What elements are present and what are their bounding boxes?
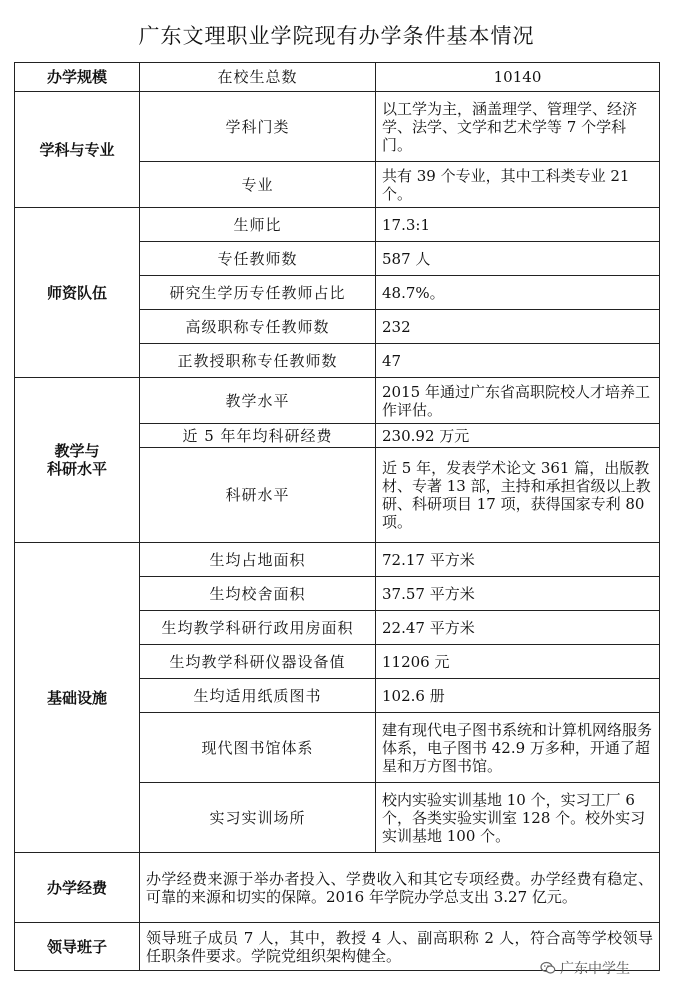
value-cell: 37.57 平方米 <box>376 577 660 611</box>
category-line-1: 教学与 <box>54 442 100 460</box>
category-cell: 基础设施 <box>15 543 140 853</box>
value-cell: 近 5 年，发表学术论文 361 篇，出版教材、专著 13 部，主持和承担省级以上教研、科研项目 17 项，获得国家专利 80 项。 <box>376 448 660 543</box>
item-cell: 生师比 <box>140 208 376 242</box>
value-cell: 2015 年通过广东省高职院校人才培养工作评估。 <box>376 378 660 424</box>
value-cell: 17.3:1 <box>376 208 660 242</box>
value-cell: 10140 <box>376 63 660 92</box>
category-cell: 领导班子 <box>15 923 140 971</box>
category-cell: 办学经费 <box>15 853 140 923</box>
value-cell: 232 <box>376 310 660 344</box>
value-cell: 11206 元 <box>376 645 660 679</box>
value-cell: 办学经费来源于举办者投入、学费收入和其它专项经费。办学经费有稳定、可靠的来源和切实的保障。2016 年学院办学总支出 3.27 亿元。 <box>140 853 660 923</box>
value-cell: 72.17 平方米 <box>376 543 660 577</box>
item-cell: 专任教师数 <box>140 242 376 276</box>
value-cell: 以工学为主，涵盖理学、管理学、经济学、法学、文学和艺术学等 7 个学科门。 <box>376 92 660 162</box>
page-title: 广东文理职业学院现有办学条件基本情况 <box>138 24 535 48</box>
table-row <box>15 378 660 424</box>
category-cell: 办学规模 <box>15 63 140 92</box>
item-cell: 研究生学历专任教师占比 <box>140 276 376 310</box>
item-cell: 教学水平 <box>140 378 376 424</box>
value-cell: 102.6 册 <box>376 679 660 713</box>
category-cell <box>15 378 140 543</box>
value-cell: 230.92 万元 <box>376 424 660 448</box>
value-cell: 建有现代电子图书系统和计算机网络服务体系，电子图书 42.9 万多种，开通了超星和万方图书馆。 <box>376 713 660 783</box>
item-cell: 生均教学科研行政用房面积 <box>140 611 376 645</box>
watermark-text: 广东中学生 <box>560 961 630 977</box>
value-cell: 领导班子成员 7 人，其中，教授 4 人、副高职称 2 人，符合高等学校领导任职条件要求。学院党组织架构健全。 <box>140 923 660 971</box>
wechat-icon <box>540 960 556 976</box>
table-row <box>15 92 660 162</box>
item-cell: 生均教学科研仪器设备值 <box>140 645 376 679</box>
item-cell: 专业 <box>140 162 376 208</box>
value-cell: 48.7%。 <box>376 276 660 310</box>
item-cell: 高级职称专任教师数 <box>140 310 376 344</box>
table-row <box>15 543 660 577</box>
table-row <box>15 63 660 92</box>
conditions-table <box>14 62 660 971</box>
value-cell: 587 人 <box>376 242 660 276</box>
value-cell: 校内实验实训基地 10 个，实习工厂 6 个，各类实验实训室 128 个。校外实习实训基地 100 个。 <box>376 783 660 853</box>
item-cell: 正教授职称专任教师数 <box>140 344 376 378</box>
value-cell: 共有 39 个专业，其中工科类专业 21 个。 <box>376 162 660 208</box>
item-cell: 学科门类 <box>140 92 376 162</box>
item-cell: 近 5 年年均科研经费 <box>140 424 376 448</box>
value-cell: 22.47 平方米 <box>376 611 660 645</box>
item-cell: 生均占地面积 <box>140 543 376 577</box>
category-line-2: 科研水平 <box>46 460 107 478</box>
category-cell: 学科与专业 <box>15 92 140 208</box>
item-cell: 生均适用纸质图书 <box>140 679 376 713</box>
item-cell: 在校生总数 <box>140 63 376 92</box>
item-cell: 生均校舍面积 <box>140 577 376 611</box>
item-cell: 科研水平 <box>140 448 376 543</box>
item-cell: 实习实训场所 <box>140 783 376 853</box>
table-row <box>15 208 660 242</box>
watermark <box>540 958 630 978</box>
table-row <box>15 853 660 923</box>
item-cell: 现代图书馆体系 <box>140 713 376 783</box>
value-cell: 47 <box>376 344 660 378</box>
category-cell: 师资队伍 <box>15 208 140 378</box>
